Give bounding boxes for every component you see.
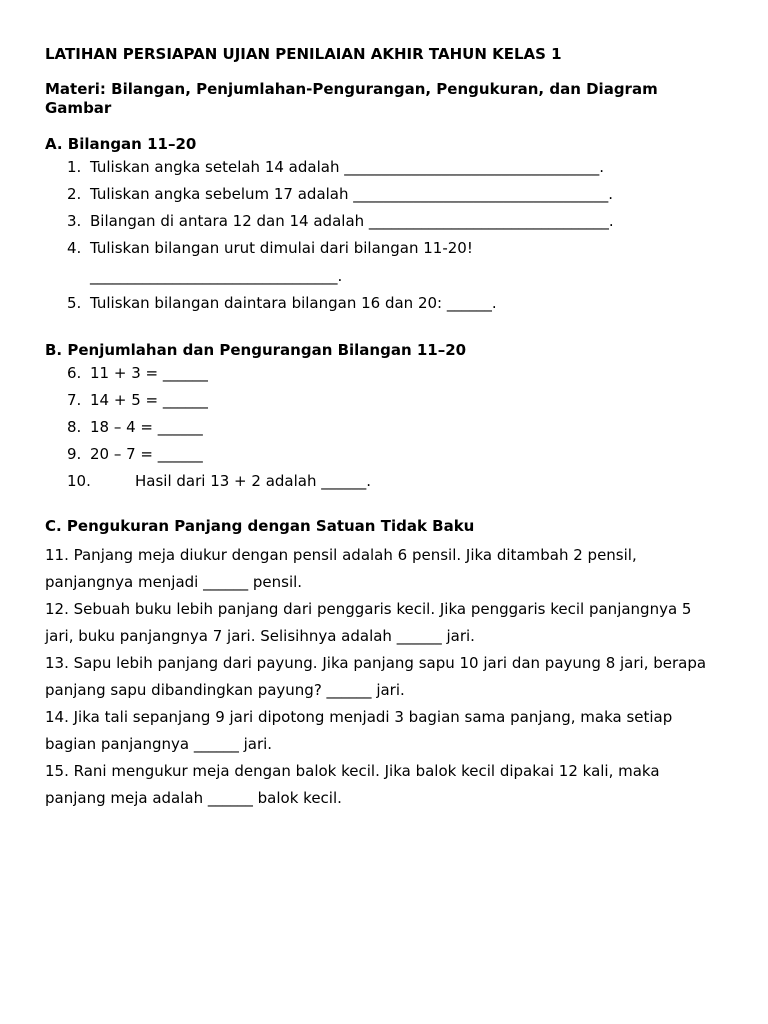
section-c-questions	[45, 542, 725, 812]
question-text: 18 – 4 = ______	[90, 418, 203, 436]
question-10	[45, 468, 725, 495]
question-number: 6.	[67, 364, 82, 382]
worksheet-page	[45, 45, 725, 812]
question-number: 9.	[67, 445, 82, 463]
section-b-list	[45, 360, 725, 495]
question-15-line: 15. Rani mengukur meja dengan balok kecil. Jika balok kecil dipakai 12 kali, maka	[45, 762, 660, 780]
question-3	[45, 208, 725, 235]
question-number: 1.	[67, 158, 82, 176]
question-text: Tuliskan bilangan urut dimulai dari bilangan 11-20!	[90, 239, 473, 257]
question-2	[45, 181, 725, 208]
question-number: 10.	[67, 472, 91, 490]
section-a-heading: A. Bilangan 11–20	[45, 135, 197, 153]
question-text: Bilangan di antara 12 dan 14 adalah ________________________________.	[90, 212, 614, 230]
question-text: Tuliskan angka sebelum 17 adalah __________________________________.	[90, 185, 614, 203]
question-number: 3.	[67, 212, 82, 230]
answer-line: _________________________________.	[90, 267, 343, 285]
worksheet-title: LATIHAN PERSIAPAN UJIAN PENILAIAN AKHIR TAHUN KELAS 1	[45, 45, 562, 63]
section-a-list	[45, 154, 725, 317]
question-number: 2.	[67, 185, 82, 203]
materi-line: Materi: Bilangan, Penjumlahan-Pengurangan, Pengukuran, dan Diagram Gambar	[45, 80, 658, 117]
question-text: Hasil dari 13 + 2 adalah ______.	[135, 472, 372, 490]
question-text: 14 + 5 = ______	[90, 391, 208, 409]
question-5	[45, 290, 725, 317]
question-text: 20 – 7 = ______	[90, 445, 203, 463]
question-4	[45, 235, 725, 290]
question-text: 11 + 3 = ______	[90, 364, 208, 382]
question-11-line: panjangnya menjadi ______ pensil.	[45, 573, 303, 591]
question-text: Tuliskan bilangan daintara bilangan 16 dan 20: ______.	[90, 294, 497, 312]
question-11-line: 11. Panjang meja diukur dengan pensil adalah 6 pensil. Jika ditambah 2 pensil,	[45, 546, 637, 564]
question-12-line: 12. Sebuah buku lebih panjang dari penggaris kecil. Jika penggaris kecil panjangnya 5	[45, 600, 692, 618]
question-8	[45, 414, 725, 441]
question-7	[45, 387, 725, 414]
question-13-line: 13. Sapu lebih panjang dari payung. Jika panjang sapu 10 jari dan payung 8 jari, berapa	[45, 654, 707, 672]
question-text: Tuliskan angka setelah 14 adalah __________________________________.	[90, 158, 604, 176]
question-9	[45, 441, 725, 468]
question-number: 5.	[67, 294, 82, 312]
question-number: 4.	[67, 239, 82, 257]
question-14-line: 14. Jika tali sepanjang 9 jari dipotong menjadi 3 bagian sama panjang, maka setiap	[45, 708, 673, 726]
question-15-line: panjang meja adalah ______ balok kecil.	[45, 789, 342, 807]
question-12-line: jari, buku panjangnya 7 jari. Selisihnya adalah ______ jari.	[45, 627, 475, 645]
question-6	[45, 360, 725, 387]
question-number: 8.	[67, 418, 82, 436]
question-14-line: bagian panjangnya ______ jari.	[45, 735, 273, 753]
question-13-line: panjang sapu dibandingkan payung? ______ jari.	[45, 681, 405, 699]
question-1	[45, 154, 725, 181]
section-c-heading: C. Pengukuran Panjang dengan Satuan Tidak Baku	[45, 517, 475, 535]
section-b-heading: B. Penjumlahan dan Pengurangan Bilangan 11–20	[45, 341, 467, 359]
question-number: 7.	[67, 391, 82, 409]
